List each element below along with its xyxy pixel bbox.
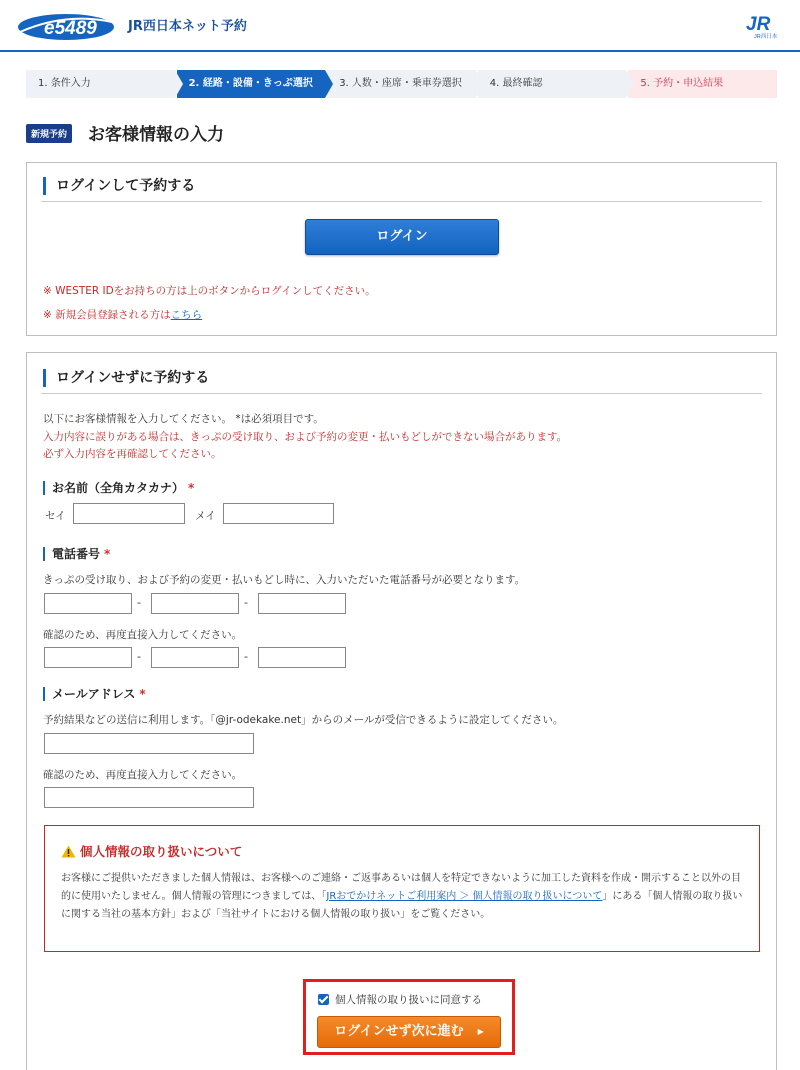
phone-confirm-input-2[interactable] bbox=[151, 647, 239, 668]
agree-area bbox=[303, 979, 515, 1055]
sei-label: セイ bbox=[45, 510, 66, 522]
svg-text:JR: JR bbox=[746, 14, 771, 35]
play-arrow-icon: ▶ bbox=[477, 1027, 484, 1036]
site-title: JR西日本ネット予約 bbox=[128, 19, 247, 34]
logo-text: e5489 bbox=[44, 18, 97, 39]
step-4: 4. 最終確認 bbox=[478, 70, 627, 98]
phone-confirm-input-3[interactable] bbox=[258, 647, 346, 668]
phone-separator: - bbox=[137, 650, 141, 663]
privacy-notice bbox=[44, 825, 760, 952]
privacy-text-part2: 」にある「個人情報の取り扱いに関する当社の基本方針」および「当社サイトにおける個人情報の取り扱い」をご覧ください。 bbox=[61, 891, 743, 920]
e5489-logo[interactable] bbox=[16, 8, 116, 42]
mei-input[interactable] bbox=[223, 503, 334, 524]
step-3: 3. 人数・座席・乗車券選択 bbox=[327, 70, 476, 98]
site-header bbox=[0, 0, 800, 52]
jr-west-logo bbox=[744, 10, 780, 40]
phone-separator: - bbox=[244, 596, 248, 609]
progress-steps bbox=[26, 70, 777, 98]
step-1: 1. 条件入力 bbox=[26, 70, 175, 98]
guest-section bbox=[26, 352, 777, 1070]
login-section bbox=[26, 162, 777, 336]
login-section-heading: ログインして予約する bbox=[43, 177, 195, 195]
agree-checkbox[interactable] bbox=[318, 994, 329, 1005]
email-label bbox=[43, 687, 146, 701]
step-2: 2. 経路・設備・きっぷ選択 bbox=[177, 70, 326, 98]
proceed-without-login-button[interactable] bbox=[317, 1016, 501, 1048]
privacy-text bbox=[61, 870, 747, 924]
email-label-text: メールアドレス bbox=[52, 687, 136, 701]
register-note bbox=[43, 307, 202, 322]
required-mark: * bbox=[104, 547, 111, 561]
name-label bbox=[43, 481, 194, 495]
phone-confirm-input-1[interactable] bbox=[44, 647, 132, 668]
new-reservation-badge: 新規予約 bbox=[26, 124, 72, 143]
phone-label-text: 電話番号 bbox=[52, 547, 101, 561]
sei-input[interactable] bbox=[73, 503, 185, 524]
login-button[interactable]: ログイン bbox=[305, 219, 499, 255]
agree-checkbox-row[interactable] bbox=[318, 992, 482, 1007]
privacy-text-part1: お客様にご提供いただきました個人情報は、お客様へのご連絡・ご返事あるいは個人を特定できないように加工した資料を作成・開示すること以外の目的に使用いたしません。個人情報の管理につきましては、「 bbox=[61, 873, 741, 902]
email-confirm-label: 確認のため、再度直接入力してください。 bbox=[43, 769, 243, 781]
divider bbox=[41, 201, 762, 202]
warning-icon bbox=[61, 845, 76, 858]
required-mark: * bbox=[188, 481, 195, 495]
divider bbox=[41, 393, 762, 394]
warning-text-1: 入力内容に誤りがある場合は、きっぷの受け取り、および予約の変更・払いもどしができない場合があります。 bbox=[43, 431, 568, 443]
privacy-title-text: 個人情報の取り扱いについて bbox=[80, 844, 243, 859]
phone-separator: - bbox=[244, 650, 248, 663]
wester-id-note: ※ WESTER IDをお持ちの方は上のボタンからログインしてください。 bbox=[43, 285, 376, 297]
email-description: 予約結果などの送信に利用します。「@jr-odekake.net」からのメールが受信できるように設定してください。 bbox=[43, 714, 564, 726]
warning-text-2: 必ず入力内容を再確認してください。 bbox=[43, 448, 222, 460]
phone-input-2[interactable] bbox=[151, 593, 239, 614]
phone-description: きっぷの受け取り、および予約の変更・払いもどし時に、入力いただいた電話番号が必要となります。 bbox=[43, 574, 526, 586]
privacy-title bbox=[61, 842, 242, 860]
privacy-policy-link[interactable]: JRおでかけネットご利用案内 ＞ 個人情報の取り扱いについて bbox=[326, 891, 603, 902]
proceed-button-label: ログインせず次に進む bbox=[334, 1024, 464, 1039]
agree-label[interactable]: 個人情報の取り扱いに同意する bbox=[335, 994, 482, 1006]
name-label-text: お名前（全角カタカナ） bbox=[52, 481, 185, 495]
register-note-prefix: ※ 新規会員登録される方は bbox=[43, 309, 171, 321]
required-mark: * bbox=[139, 687, 146, 701]
register-link[interactable]: こちら bbox=[170, 309, 203, 321]
phone-input-3[interactable] bbox=[258, 593, 346, 614]
phone-label bbox=[43, 547, 110, 561]
phone-separator: - bbox=[137, 596, 141, 609]
email-confirm-input[interactable] bbox=[44, 787, 254, 808]
email-input[interactable] bbox=[44, 733, 254, 754]
mei-label: メイ bbox=[195, 510, 216, 522]
step-5: 5. 予約・申込結果 bbox=[628, 70, 777, 98]
page-title: お客様情報の入力 bbox=[88, 125, 224, 145]
svg-text:JR西日本: JR西日本 bbox=[754, 34, 778, 40]
guest-section-heading: ログインせずに予約する bbox=[43, 369, 209, 387]
phone-confirm-label: 確認のため、再度直接入力してください。 bbox=[43, 629, 243, 641]
phone-input-1[interactable] bbox=[44, 593, 132, 614]
intro-text: 以下にお客様情報を入力してください。 *は必須項目です。 bbox=[43, 413, 324, 425]
